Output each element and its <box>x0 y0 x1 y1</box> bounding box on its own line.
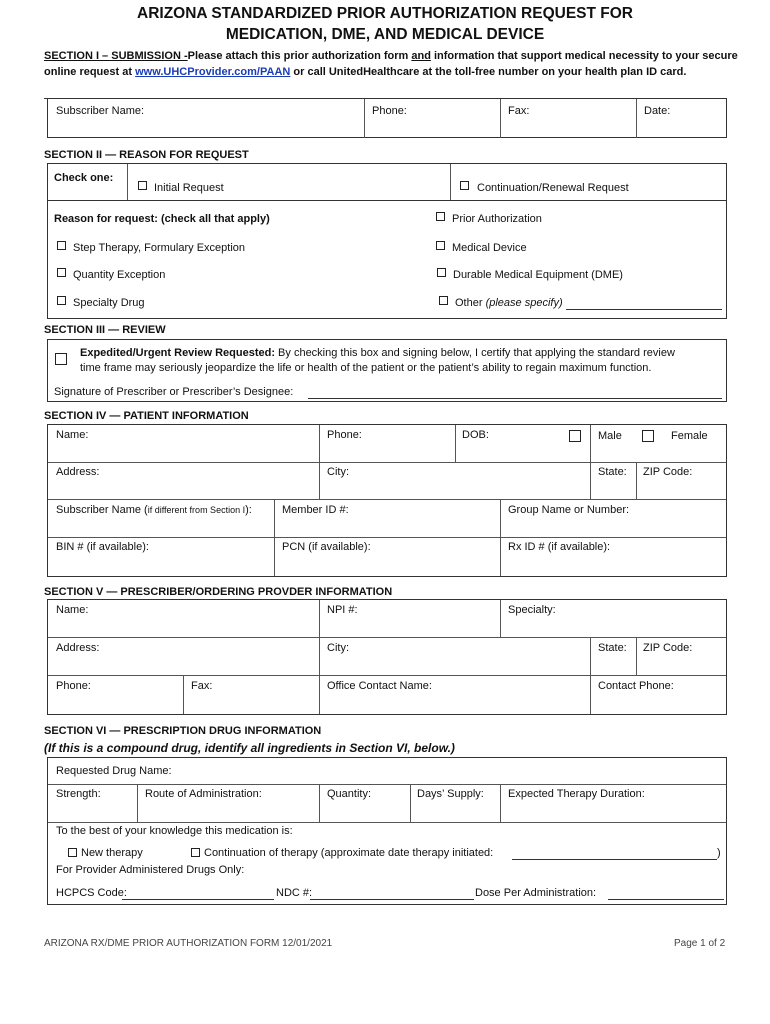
specialty-drug-label: Specialty Drug <box>73 297 145 309</box>
form-title-line1: ARIZONA STANDARDIZED PRIOR AUTHORIZATION REQUEST FOR <box>137 5 633 22</box>
quantity-exception-checkbox[interactable] <box>57 268 66 277</box>
patient-dob-field[interactable]: DOB: <box>462 429 489 441</box>
fax-field[interactable]: Fax: <box>508 105 530 117</box>
quantity-field[interactable]: Quantity: <box>327 788 372 800</box>
dme-checkbox[interactable] <box>437 268 446 277</box>
group-field[interactable]: Group Name or Number: <box>508 504 630 516</box>
section6-subheading: (If this is a compound drug, identify all ingredients in Section VI, below.) <box>44 741 455 755</box>
section3-heading: SECTION III — REVIEW <box>44 324 166 336</box>
hcpcs-label: HCPCS Code: <box>56 887 127 899</box>
continuation-therapy-label: Continuation of therapy (approximate date therapy initiated: <box>204 847 494 859</box>
section1-intro-line2: online request at www.UHCProvider.com/PAAN or call UnitedHealthcare at the toll-free number on your health plan ID card. <box>44 66 687 78</box>
medical-device-checkbox[interactable] <box>436 241 445 250</box>
prescriber-state-field[interactable]: State: <box>598 642 627 654</box>
expedited-text-line2: time frame may seriously jeopardize the life or health of the patient or the patient’s ability to regain maximum function. <box>80 362 652 374</box>
therapy-duration-field[interactable]: Expected Therapy Duration: <box>508 788 645 800</box>
patient-info-box <box>47 424 727 577</box>
signature-label: Signature of Prescriber or Prescriber’s Designee: <box>54 386 294 398</box>
initial-request-label: Initial Request <box>154 182 224 194</box>
patient-address-field[interactable]: Address: <box>56 466 100 478</box>
continuation-renewal-checkbox[interactable] <box>460 181 469 190</box>
pcn-field[interactable]: PCN (if available): <box>282 541 371 553</box>
new-therapy-checkbox[interactable] <box>68 848 77 857</box>
provider-admin-label: For Provider Administered Drugs Only: <box>56 864 245 876</box>
prescriber-phone-field[interactable]: Phone: <box>56 680 91 692</box>
form-title-line2: MEDICATION, DME, AND MEDICAL DEVICE <box>225 26 545 43</box>
rxid-field[interactable]: Rx ID # (if available): <box>508 541 611 553</box>
section1-heading: SECTION I – SUBMISSION - <box>44 50 188 62</box>
male-checkbox[interactable] <box>569 430 581 442</box>
continuation-renewal-label: Continuation/Renewal Request <box>477 182 629 194</box>
specialty-drug-checkbox[interactable] <box>57 296 66 305</box>
section6-heading: SECTION VI — PRESCRIPTION DRUG INFORMATION <box>44 725 322 737</box>
days-supply-field[interactable]: Days’ Supply: <box>417 788 484 800</box>
reason-label: Reason for request: (check all that apply) <box>54 213 270 225</box>
patient-zip-field[interactable]: ZIP Code: <box>643 466 693 478</box>
section2-heading: SECTION II — REASON FOR REQUEST <box>44 149 249 161</box>
signature-line[interactable] <box>308 398 722 399</box>
patient-name-field[interactable]: Name: <box>56 429 89 441</box>
prescriber-city-field[interactable]: City: <box>327 642 349 654</box>
patient-city-field[interactable]: City: <box>327 466 349 478</box>
member-id-field[interactable]: Member ID #: <box>282 504 349 516</box>
strength-field[interactable]: Strength: <box>56 788 101 800</box>
footer-form-name: ARIZONA RX/DME PRIOR AUTHORIZATION FORM 12/01/2021 <box>44 938 333 949</box>
footer-page-number: Page 1 of 2 <box>674 938 726 949</box>
step-therapy-label: Step Therapy, Formulary Exception <box>73 242 246 254</box>
female-label: Female <box>671 430 708 442</box>
new-therapy-label: New therapy <box>81 847 143 859</box>
dme-label: Durable Medical Equipment (DME) <box>453 269 623 281</box>
ndc-line[interactable] <box>310 899 474 900</box>
date-field[interactable]: Date: <box>644 105 671 117</box>
submission-box <box>47 98 727 138</box>
uhc-provider-link[interactable]: www.UHCProvider.com/PAAN <box>135 66 291 78</box>
patient-subscriber-field[interactable]: Subscriber Name (if different from Section I): <box>56 504 252 516</box>
other-label: Other (please specify) <box>455 297 563 309</box>
prescriber-fax-field[interactable]: Fax: <box>191 680 213 692</box>
male-label: Male <box>598 430 622 442</box>
patient-phone-field[interactable]: Phone: <box>327 429 362 441</box>
dose-label: Dose Per Administration: <box>475 887 597 899</box>
female-checkbox[interactable] <box>642 430 654 442</box>
initial-request-checkbox[interactable] <box>138 181 147 190</box>
subscriber-name-field[interactable]: Subscriber Name: <box>56 105 145 117</box>
other-specify-line[interactable] <box>566 309 722 310</box>
office-contact-field[interactable]: Office Contact Name: <box>327 680 432 692</box>
quantity-exception-label: Quantity Exception <box>73 269 166 281</box>
section4-heading: SECTION IV — PATIENT INFORMATION <box>44 410 249 422</box>
continuation-therapy-checkbox[interactable] <box>191 848 200 857</box>
phone-field[interactable]: Phone: <box>372 105 407 117</box>
dose-line[interactable] <box>608 899 724 900</box>
other-checkbox[interactable] <box>439 296 448 305</box>
section5-heading: SECTION V — PRESCRIBER/ORDERING PROVDER INFORMATION <box>44 586 393 598</box>
requested-drug-field[interactable]: Requested Drug Name: <box>56 765 172 777</box>
expedited-text-line1: Expedited/Urgent Review Requested: By checking this box and signing below, I certify that applying the standard review <box>80 347 675 359</box>
medical-device-label: Medical Device <box>452 242 527 254</box>
expedited-review-checkbox[interactable] <box>55 353 67 365</box>
prescriber-zip-field[interactable]: ZIP Code: <box>643 642 693 654</box>
section1-intro: SECTION I – SUBMISSION -Please attach this prior authorization form and information that support medical necessity to your secure <box>44 50 738 62</box>
specialty-field[interactable]: Specialty: <box>508 604 556 616</box>
check-one-label: Check one: <box>54 172 114 184</box>
bin-field[interactable]: BIN # (if available): <box>56 541 149 553</box>
hcpcs-line[interactable] <box>122 899 274 900</box>
prescriber-info-box <box>47 599 727 715</box>
prescriber-address-field[interactable]: Address: <box>56 642 100 654</box>
route-field[interactable]: Route of Administration: <box>145 788 262 800</box>
prior-authorization-checkbox[interactable] <box>436 212 445 221</box>
prior-authorization-label: Prior Authorization <box>452 213 542 225</box>
knowledge-label: To the best of your knowledge this medication is: <box>56 825 293 837</box>
patient-state-field[interactable]: State: <box>598 466 627 478</box>
contact-phone-field[interactable]: Contact Phone: <box>598 680 674 692</box>
step-therapy-checkbox[interactable] <box>57 241 66 250</box>
ndc-label: NDC #: <box>276 887 313 899</box>
therapy-initiated-date-line[interactable] <box>512 859 717 860</box>
npi-field[interactable]: NPI #: <box>327 604 358 616</box>
prescriber-name-field[interactable]: Name: <box>56 604 89 616</box>
close-paren: ) <box>717 847 721 859</box>
